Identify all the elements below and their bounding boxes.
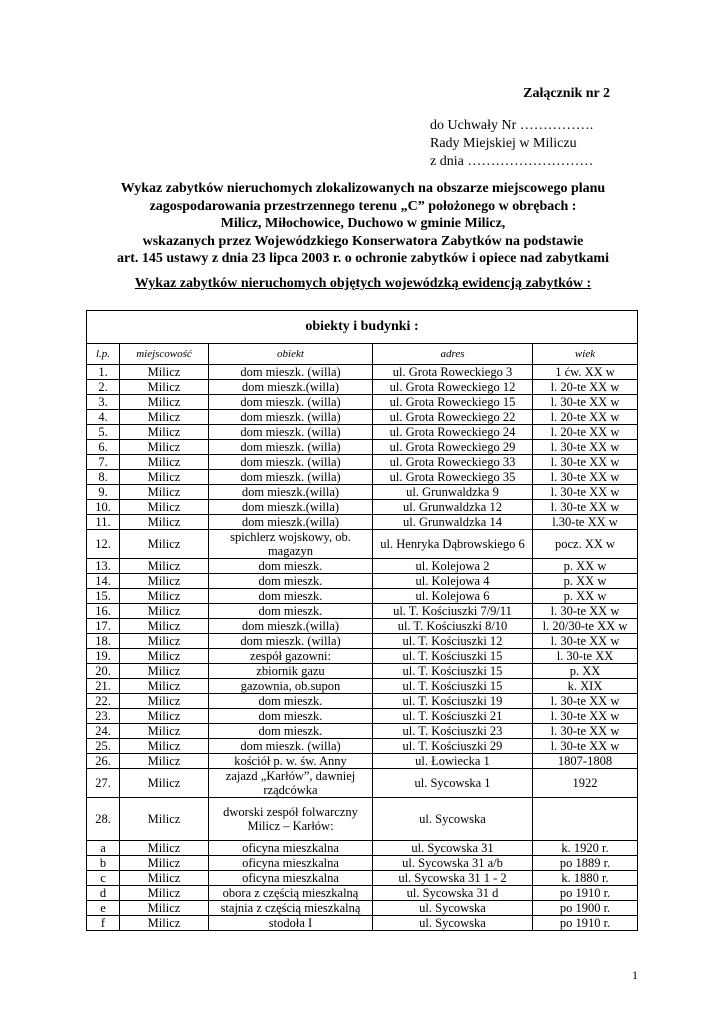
- cell-age: 1922: [533, 769, 638, 798]
- table-row: [87, 739, 638, 754]
- cell-object: dom mieszk.: [209, 574, 373, 589]
- cell-age: l. 30-te XX w: [533, 500, 638, 515]
- cell-object: dom mieszk.: [209, 724, 373, 739]
- cell-lp: 1.: [87, 365, 120, 380]
- cell-object: stodoła I: [209, 916, 373, 931]
- cell-place: Milicz: [120, 916, 209, 931]
- cell-lp: 13.: [87, 559, 120, 574]
- cell-lp: 24.: [87, 724, 120, 739]
- cell-object: gazownia, ob.supon: [209, 679, 373, 694]
- cell-object: dom mieszk.(willa): [209, 380, 373, 395]
- table-row: [87, 769, 638, 798]
- cell-age: l. 30-te XX w: [533, 485, 638, 500]
- cell-lp: 14.: [87, 574, 120, 589]
- cell-object: dom mieszk.: [209, 589, 373, 604]
- cell-age: po 1910 r.: [533, 916, 638, 931]
- cell-object: spichlerz wojskowy, ob. magazyn: [209, 530, 373, 559]
- cell-age: l. 30-te XX w: [533, 634, 638, 649]
- cell-lp: 7.: [87, 455, 120, 470]
- resolution-line-1: do Uchwały Nr …………….: [430, 118, 594, 133]
- cell-object: oficyna mieszkalna: [209, 871, 373, 886]
- column-header-place: miejscowość: [120, 344, 209, 365]
- cell-address: ul. Grota Roweckiego 12: [373, 380, 533, 395]
- table-row: [87, 500, 638, 515]
- table-row: [87, 380, 638, 395]
- cell-lp: 2.: [87, 380, 120, 395]
- table-row: [87, 901, 638, 916]
- cell-age: 1 ćw. XX w: [533, 365, 638, 380]
- cell-address: ul. Grunwaldzka 14: [373, 515, 533, 530]
- table-row: [87, 410, 638, 425]
- cell-place: Milicz: [120, 410, 209, 425]
- cell-address: ul. T. Kościuszki 15: [373, 679, 533, 694]
- cell-age: [533, 798, 638, 841]
- cell-age: po 1889 r.: [533, 856, 638, 871]
- cell-address: ul. Grota Roweckiego 33: [373, 455, 533, 470]
- cell-object: dom mieszk. (willa): [209, 410, 373, 425]
- cell-place: Milicz: [120, 455, 209, 470]
- cell-lp: c: [87, 871, 120, 886]
- cell-place: Milicz: [120, 798, 209, 841]
- cell-age: l. 20-te XX w: [533, 380, 638, 395]
- cell-address: ul. Grota Roweckiego 22: [373, 410, 533, 425]
- cell-age: p. XX w: [533, 589, 638, 604]
- cell-place: Milicz: [120, 724, 209, 739]
- cell-object: dom mieszk.: [209, 709, 373, 724]
- cell-age: k. XIX: [533, 679, 638, 694]
- cell-address: ul. Henryka Dąbrowskiego 6: [373, 530, 533, 559]
- table-caption: obiekty i budynki :: [87, 311, 638, 344]
- cell-object: dom mieszk. (willa): [209, 395, 373, 410]
- cell-object: dom mieszk.: [209, 694, 373, 709]
- cell-lp: 18.: [87, 634, 120, 649]
- cell-place: Milicz: [120, 470, 209, 485]
- cell-place: Milicz: [120, 395, 209, 410]
- table-row: [87, 440, 638, 455]
- cell-place: Milicz: [120, 589, 209, 604]
- cell-address: ul. Sycowska 31 d: [373, 886, 533, 901]
- cell-lp: 25.: [87, 739, 120, 754]
- resolution-line-3: z dnia ………………………: [430, 154, 594, 169]
- cell-age: l. 30-te XX w: [533, 739, 638, 754]
- table-row: [87, 559, 638, 574]
- table-row: [87, 916, 638, 931]
- cell-age: l.30-te XX w: [533, 515, 638, 530]
- cell-place: Milicz: [120, 515, 209, 530]
- cell-age: l. 30-te XX w: [533, 709, 638, 724]
- cell-age: p. XX w: [533, 574, 638, 589]
- cell-place: Milicz: [120, 365, 209, 380]
- table-row: [87, 754, 638, 769]
- heading-line-2: zagospodarowania przestrzennego terenu „C” położonego w obrębach :: [149, 198, 577, 214]
- table-row: [87, 589, 638, 604]
- cell-place: Milicz: [120, 634, 209, 649]
- cell-age: l. 30-te XX w: [533, 395, 638, 410]
- cell-place: Milicz: [120, 769, 209, 798]
- cell-object: dom mieszk.: [209, 604, 373, 619]
- column-header-object: obiekt: [209, 344, 373, 365]
- column-header-lp: l.p.: [87, 344, 120, 365]
- cell-address: ul. Kolejowa 6: [373, 589, 533, 604]
- cell-age: l. 30-te XX w: [533, 470, 638, 485]
- column-header-age: wiek: [533, 344, 638, 365]
- table-row: [87, 841, 638, 856]
- table-row: [87, 679, 638, 694]
- cell-address: ul. T. Kościuszki 8/10: [373, 619, 533, 634]
- cell-place: Milicz: [120, 856, 209, 871]
- cell-place: Milicz: [120, 380, 209, 395]
- cell-lp: b: [87, 856, 120, 871]
- cell-place: Milicz: [120, 500, 209, 515]
- monuments-table: [86, 310, 638, 931]
- table-row: [87, 724, 638, 739]
- cell-age: l. 30-te XX w: [533, 455, 638, 470]
- cell-address: ul. T. Kościuszki 15: [373, 664, 533, 679]
- cell-address: ul. Sycowska: [373, 916, 533, 931]
- cell-address: ul. T. Kościuszki 7/9/11: [373, 604, 533, 619]
- cell-object: dom mieszk.(willa): [209, 515, 373, 530]
- cell-lp: 10.: [87, 500, 120, 515]
- cell-address: ul. Sycowska: [373, 901, 533, 916]
- cell-address: ul. Sycowska: [373, 798, 533, 841]
- table-row: [87, 886, 638, 901]
- cell-lp: 12.: [87, 530, 120, 559]
- cell-lp: 22.: [87, 694, 120, 709]
- heading-line-4: wskazanych przez Wojewódzkiego Konserwatora Zabytków na podstawie: [142, 233, 584, 249]
- annex-label: Załącznik nr 2: [523, 86, 610, 101]
- cell-address: ul. Sycowska 1: [373, 769, 533, 798]
- heading-line-5: art. 145 ustawy z dnia 23 lipca 2003 r. o ochronie zabytków i opiece nad zabytkami: [117, 251, 609, 267]
- cell-place: Milicz: [120, 440, 209, 455]
- cell-address: ul. Grunwaldzka 12: [373, 500, 533, 515]
- cell-address: ul. Kolejowa 4: [373, 574, 533, 589]
- cell-address: ul. Grota Roweckiego 24: [373, 425, 533, 440]
- table-row: [87, 470, 638, 485]
- cell-lp: 19.: [87, 649, 120, 664]
- cell-address: ul. Grota Roweckiego 35: [373, 470, 533, 485]
- cell-age: l. 20-te XX w: [533, 425, 638, 440]
- table-row: [87, 664, 638, 679]
- table-row: [87, 694, 638, 709]
- table-row: [87, 798, 638, 841]
- cell-lp: 15.: [87, 589, 120, 604]
- cell-lp: e: [87, 901, 120, 916]
- table-row: [87, 709, 638, 724]
- table-row: [87, 619, 638, 634]
- cell-address: ul. Sycowska 31: [373, 841, 533, 856]
- resolution-reference: [430, 117, 593, 171]
- cell-address: ul. Grota Roweckiego 29: [373, 440, 533, 455]
- cell-place: Milicz: [120, 871, 209, 886]
- cell-address: ul. T. Kościuszki 12: [373, 634, 533, 649]
- cell-address: ul. Sycowska 31 1 - 2: [373, 871, 533, 886]
- cell-address: ul. Grunwaldzka 9: [373, 485, 533, 500]
- cell-lp: 5.: [87, 425, 120, 440]
- table-row: [87, 871, 638, 886]
- table-row: [87, 395, 638, 410]
- cell-object: kościół p. w. św. Anny: [209, 754, 373, 769]
- cell-lp: 11.: [87, 515, 120, 530]
- list-subheading: Wykaz zabytków nieruchomych objętych wojewódzką ewidencją zabytków :: [134, 276, 592, 291]
- cell-place: Milicz: [120, 709, 209, 724]
- cell-place: Milicz: [120, 841, 209, 856]
- cell-lp: 23.: [87, 709, 120, 724]
- cell-place: Milicz: [120, 559, 209, 574]
- table-row: [87, 856, 638, 871]
- resolution-line-2: Rady Miejskiej w Miliczu: [430, 136, 577, 151]
- cell-lp: 26.: [87, 754, 120, 769]
- cell-place: Milicz: [120, 754, 209, 769]
- cell-lp: 8.: [87, 470, 120, 485]
- cell-address: ul. Grota Roweckiego 3: [373, 365, 533, 380]
- cell-place: Milicz: [120, 425, 209, 440]
- cell-object: zbiornik gazu: [209, 664, 373, 679]
- cell-lp: d: [87, 886, 120, 901]
- cell-place: Milicz: [120, 739, 209, 754]
- cell-address: ul. Kolejowa 2: [373, 559, 533, 574]
- cell-age: l. 20-te XX w: [533, 410, 638, 425]
- cell-object: obora z częścią mieszkalną: [209, 886, 373, 901]
- cell-lp: 9.: [87, 485, 120, 500]
- cell-age: l. 30-te XX w: [533, 440, 638, 455]
- cell-age: 1807-1808: [533, 754, 638, 769]
- cell-age: k. 1880 r.: [533, 871, 638, 886]
- cell-lp: 20.: [87, 664, 120, 679]
- cell-age: l. 20/30-te XX w: [533, 619, 638, 634]
- cell-object: dom mieszk. (willa): [209, 440, 373, 455]
- cell-age: po 1900 r.: [533, 901, 638, 916]
- cell-object: zajazd „Karłów”, dawniej rządcówka: [209, 769, 373, 798]
- cell-object: oficyna mieszkalna: [209, 856, 373, 871]
- cell-place: Milicz: [120, 679, 209, 694]
- cell-object: dom mieszk. (willa): [209, 470, 373, 485]
- cell-object: dom mieszk.(willa): [209, 619, 373, 634]
- cell-age: l. 30-te XX w: [533, 694, 638, 709]
- cell-object: dom mieszk. (willa): [209, 365, 373, 380]
- cell-object: zespół gazowni:: [209, 649, 373, 664]
- cell-object: dom mieszk. (willa): [209, 634, 373, 649]
- cell-lp: 4.: [87, 410, 120, 425]
- cell-place: Milicz: [120, 574, 209, 589]
- cell-address: ul. Sycowska 31 a/b: [373, 856, 533, 871]
- table-row: [87, 649, 638, 664]
- table-row: [87, 515, 638, 530]
- cell-lp: 3.: [87, 395, 120, 410]
- cell-lp: 28.: [87, 798, 120, 841]
- cell-lp: 17.: [87, 619, 120, 634]
- cell-place: Milicz: [120, 530, 209, 559]
- cell-address: ul. Łowiecka 1: [373, 754, 533, 769]
- cell-address: ul. T. Kościuszki 23: [373, 724, 533, 739]
- cell-place: Milicz: [120, 664, 209, 679]
- cell-age: pocz. XX w: [533, 530, 638, 559]
- cell-address: ul. T. Kościuszki 15: [373, 649, 533, 664]
- cell-lp: a: [87, 841, 120, 856]
- document-heading: [90, 180, 636, 268]
- cell-lp: 27.: [87, 769, 120, 798]
- cell-place: Milicz: [120, 886, 209, 901]
- cell-lp: 21.: [87, 679, 120, 694]
- page-number: 1: [632, 968, 638, 982]
- cell-object: dom mieszk.: [209, 559, 373, 574]
- table-row: [87, 530, 638, 559]
- cell-object: dom mieszk.(willa): [209, 500, 373, 515]
- heading-line-3: Milicz, Miłochowice, Duchowo w gminie Milicz,: [220, 216, 506, 232]
- table-row: [87, 574, 638, 589]
- cell-age: p. XX: [533, 664, 638, 679]
- cell-object: dom mieszk. (willa): [209, 739, 373, 754]
- cell-place: Milicz: [120, 604, 209, 619]
- cell-place: Milicz: [120, 619, 209, 634]
- cell-address: ul. T. Kościuszki 21: [373, 709, 533, 724]
- table-row: [87, 455, 638, 470]
- cell-object: dworski zespół folwarczny Milicz – Karłów:: [209, 798, 373, 841]
- cell-object: dom mieszk. (willa): [209, 425, 373, 440]
- cell-age: po 1910 r.: [533, 886, 638, 901]
- cell-age: l. 30-te XX: [533, 649, 638, 664]
- cell-place: Milicz: [120, 485, 209, 500]
- table-row: [87, 604, 638, 619]
- cell-address: ul. Grota Roweckiego 15: [373, 395, 533, 410]
- cell-address: ul. T. Kościuszki 19: [373, 694, 533, 709]
- table-row: [87, 365, 638, 380]
- cell-lp: f: [87, 916, 120, 931]
- cell-age: k. 1920 r.: [533, 841, 638, 856]
- column-header-address: adres: [373, 344, 533, 365]
- table-row: [87, 485, 638, 500]
- cell-age: p. XX w: [533, 559, 638, 574]
- cell-object: stajnia z częścią mieszkalną: [209, 901, 373, 916]
- heading-line-1: Wykaz zabytków nieruchomych zlokalizowanych na obszarze miejscowego planu: [120, 181, 606, 196]
- table-body: [87, 365, 638, 931]
- cell-place: Milicz: [120, 694, 209, 709]
- cell-lp: 16.: [87, 604, 120, 619]
- cell-lp: 6.: [87, 440, 120, 455]
- cell-age: l. 30-te XX w: [533, 724, 638, 739]
- cell-place: Milicz: [120, 649, 209, 664]
- cell-place: Milicz: [120, 901, 209, 916]
- cell-object: oficyna mieszkalna: [209, 841, 373, 856]
- column-header-row: [87, 344, 638, 365]
- table-row: [87, 634, 638, 649]
- cell-object: dom mieszk.(willa): [209, 485, 373, 500]
- cell-age: l. 30-te XX w: [533, 604, 638, 619]
- cell-address: ul. T. Kościuszki 29: [373, 739, 533, 754]
- table-row: [87, 425, 638, 440]
- cell-object: dom mieszk. (willa): [209, 455, 373, 470]
